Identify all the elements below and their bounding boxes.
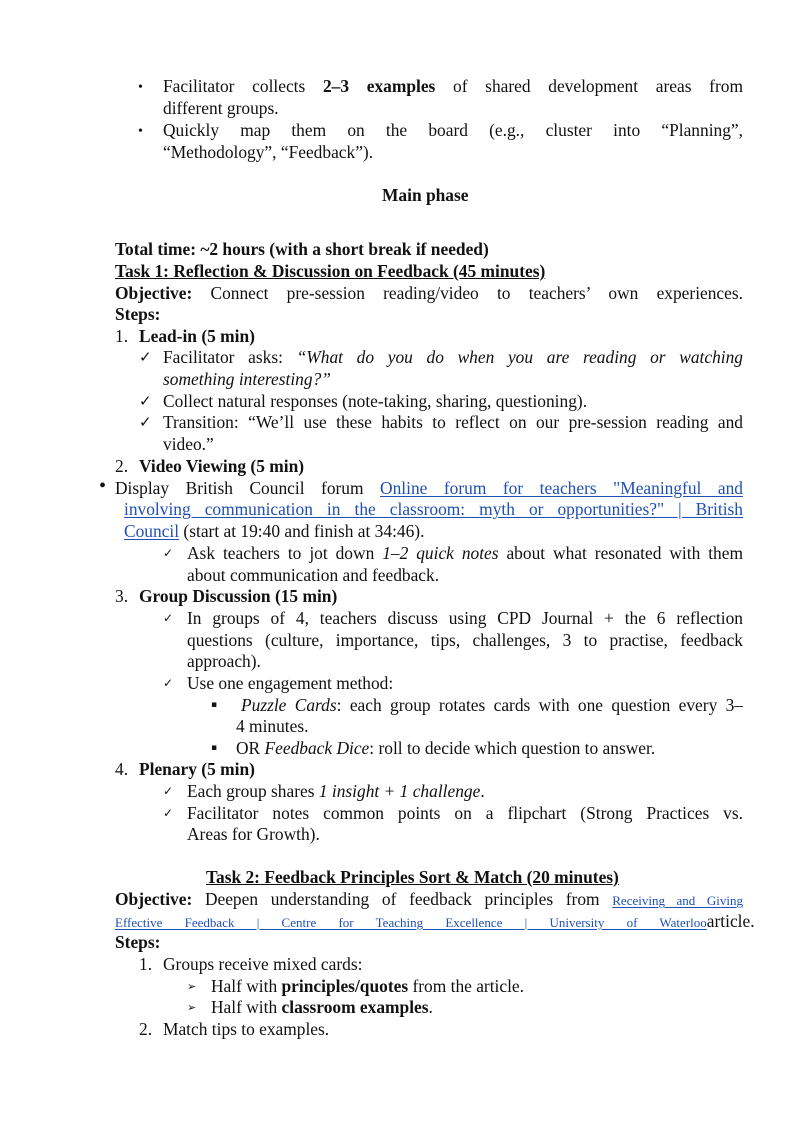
step3-square-1-cont: 4 minutes.	[236, 716, 309, 736]
step1-check-3-cont: video.”	[163, 434, 214, 454]
step2-c1-text: Ask teachers to jot down	[187, 543, 383, 563]
step3-check-2: Use one engagement method:	[187, 673, 394, 693]
intro-bullet-2: Quickly map them on the board (e.g., cluster into “Planning”,	[163, 120, 743, 140]
british-council-forum-link[interactable]: Council	[124, 521, 180, 541]
item-text: Half with	[211, 976, 282, 996]
step2-check-1-cont: about communication and feedback.	[187, 565, 440, 585]
item-bold: classroom examples	[281, 997, 429, 1017]
step3-check-1-cont: questions (culture, importance, tips, challenges, 3 to practise, feedback	[187, 630, 743, 650]
step4-check-2: Facilitator notes common points on a flipchart (Strong Practices vs.	[187, 803, 743, 823]
step4-check-2-cont: Areas for Growth).	[187, 824, 320, 844]
step2-c1-italic: 1–2 quick notes	[382, 543, 499, 563]
check-icon: ✓	[163, 676, 174, 690]
check-icon: ✓	[139, 392, 152, 410]
check-icon: ✓	[163, 611, 174, 625]
total-time: Total time: ~2 hours (with a short break if needed)	[115, 239, 489, 259]
bullet-marker: •	[138, 80, 143, 95]
step3-check-1: In groups of 4, teachers discuss using CPD Journal + the 6 reflection	[187, 608, 743, 628]
step2-check-1	[187, 543, 743, 565]
item-text2: from the article.	[408, 976, 524, 996]
step4-title: Plenary (5 min)	[139, 759, 255, 779]
objective-label: Objective:	[115, 283, 193, 303]
step2-display-line-2	[124, 499, 743, 521]
task1-objective	[115, 283, 743, 305]
step1-title: Lead-in (5 min)	[139, 326, 255, 346]
arrow-bullet-icon: ➢	[187, 980, 197, 993]
step4-c1-italic: 1 insight + 1 challenge	[318, 781, 481, 801]
intro-b1-text2: of shared development areas from	[435, 76, 743, 96]
task2-step2: Match tips to examples.	[163, 1019, 330, 1039]
arrow-bullet-icon: ➢	[187, 1001, 197, 1014]
step3-square-2	[236, 738, 655, 760]
check-icon: ✓	[163, 806, 174, 820]
square-bullet-icon: ▪	[211, 743, 218, 753]
check-icon: ✓	[139, 413, 152, 431]
step2-title: Video Viewing (5 min)	[139, 456, 305, 476]
step4-c1-text2: .	[480, 781, 485, 801]
intro-bullet-2-cont: “Methodology”, “Feedback”).	[163, 142, 374, 162]
intro-bullet-1-cont: different groups.	[163, 98, 279, 118]
waterloo-feedback-link[interactable]: Receiving and Giving	[612, 893, 743, 908]
check-icon: ✓	[163, 784, 174, 798]
british-council-forum-link[interactable]: involving communication in the classroom: myth or opportunities?" | British	[124, 499, 743, 519]
puzzle-cards-text: : each group rotates cards with one question every 3–	[336, 695, 743, 715]
step1-check-1-cont: something interesting?”	[163, 369, 331, 389]
step1-check-1	[163, 347, 743, 369]
intro-bullet-1	[163, 76, 743, 98]
check-icon: ✓	[139, 348, 152, 366]
step3-title: Group Discussion (15 min)	[139, 586, 338, 606]
feedback-dice-italic: Feedback Dice	[264, 738, 370, 758]
display-text: Display British Council forum	[115, 478, 381, 498]
step3-square-1	[241, 695, 743, 717]
feedback-dice-text: : roll to decide which question to answer.	[369, 738, 656, 758]
step1-check-3: Transition: “We’ll use these habits to reflect on our pre-session reading and	[163, 412, 743, 432]
objective-text: Connect pre-session reading/video to teachers’ own experiences.	[210, 283, 743, 303]
item-bold: principles/quotes	[281, 976, 409, 996]
step4-check-1	[187, 781, 485, 803]
task2-step1: Groups receive mixed cards:	[163, 954, 363, 974]
step1-c1-text: Facilitator asks:	[163, 347, 297, 367]
bullet-marker: •	[99, 475, 107, 497]
check-icon: ✓	[163, 546, 174, 560]
step2-display-line	[115, 478, 743, 500]
step2-display-line-3	[124, 521, 424, 543]
step1-check-2: Collect natural responses (note-taking, sharing, questioning).	[163, 391, 588, 411]
step-number: 3.	[115, 586, 129, 606]
intro-b1-text: Facilitator collects	[163, 76, 323, 96]
task1-heading: Task 1: Reflection & Discussion on Feedback (45 minutes)	[115, 261, 546, 281]
item-text: Half with	[211, 997, 282, 1017]
task2-objective	[115, 889, 743, 912]
task2-step1-item-1	[211, 976, 524, 998]
task2-step1-item-2	[211, 997, 433, 1019]
task2-heading: Task 2: Feedback Principles Sort & Match (20 minutes)	[206, 867, 619, 887]
objective-label: Objective:	[115, 889, 193, 909]
puzzle-cards-italic: Puzzle Cards	[241, 695, 337, 715]
task2-steps-label: Steps:	[115, 932, 161, 952]
step1-c1-italic: “What do you do when you are reading or watching	[296, 347, 743, 367]
or-text: OR	[236, 738, 265, 758]
item-text2: .	[428, 997, 433, 1017]
task2-objective-cont	[115, 911, 755, 934]
step-number: 1.	[139, 954, 153, 974]
bullet-marker: •	[138, 124, 143, 139]
step4-c1-text: Each group shares	[187, 781, 319, 801]
step-number: 1.	[115, 326, 129, 346]
task1-steps-label: Steps:	[115, 304, 161, 324]
display-time-text: (start at 19:40 and finish at 34:46).	[179, 521, 425, 541]
step-number: 2.	[115, 456, 129, 476]
intro-b1-bold: 2–3 examples	[322, 76, 436, 96]
objective-text: Deepen understanding of feedback principles from	[192, 889, 613, 909]
square-bullet-icon: ▪	[211, 700, 218, 710]
step-number: 4.	[115, 759, 129, 779]
british-council-forum-link[interactable]: Online forum for teachers "Meaningful and	[380, 478, 743, 498]
waterloo-feedback-link[interactable]: Effective Feedback | Centre for Teaching Excellence | University of Waterloo	[115, 915, 707, 930]
objective-end-text: article.	[706, 911, 755, 931]
step2-c1-text2: about what resonated with them	[498, 543, 743, 563]
step-number: 2.	[139, 1019, 153, 1039]
step3-check-1-cont2: approach).	[187, 651, 261, 671]
main-phase-heading: Main phase	[382, 185, 469, 205]
